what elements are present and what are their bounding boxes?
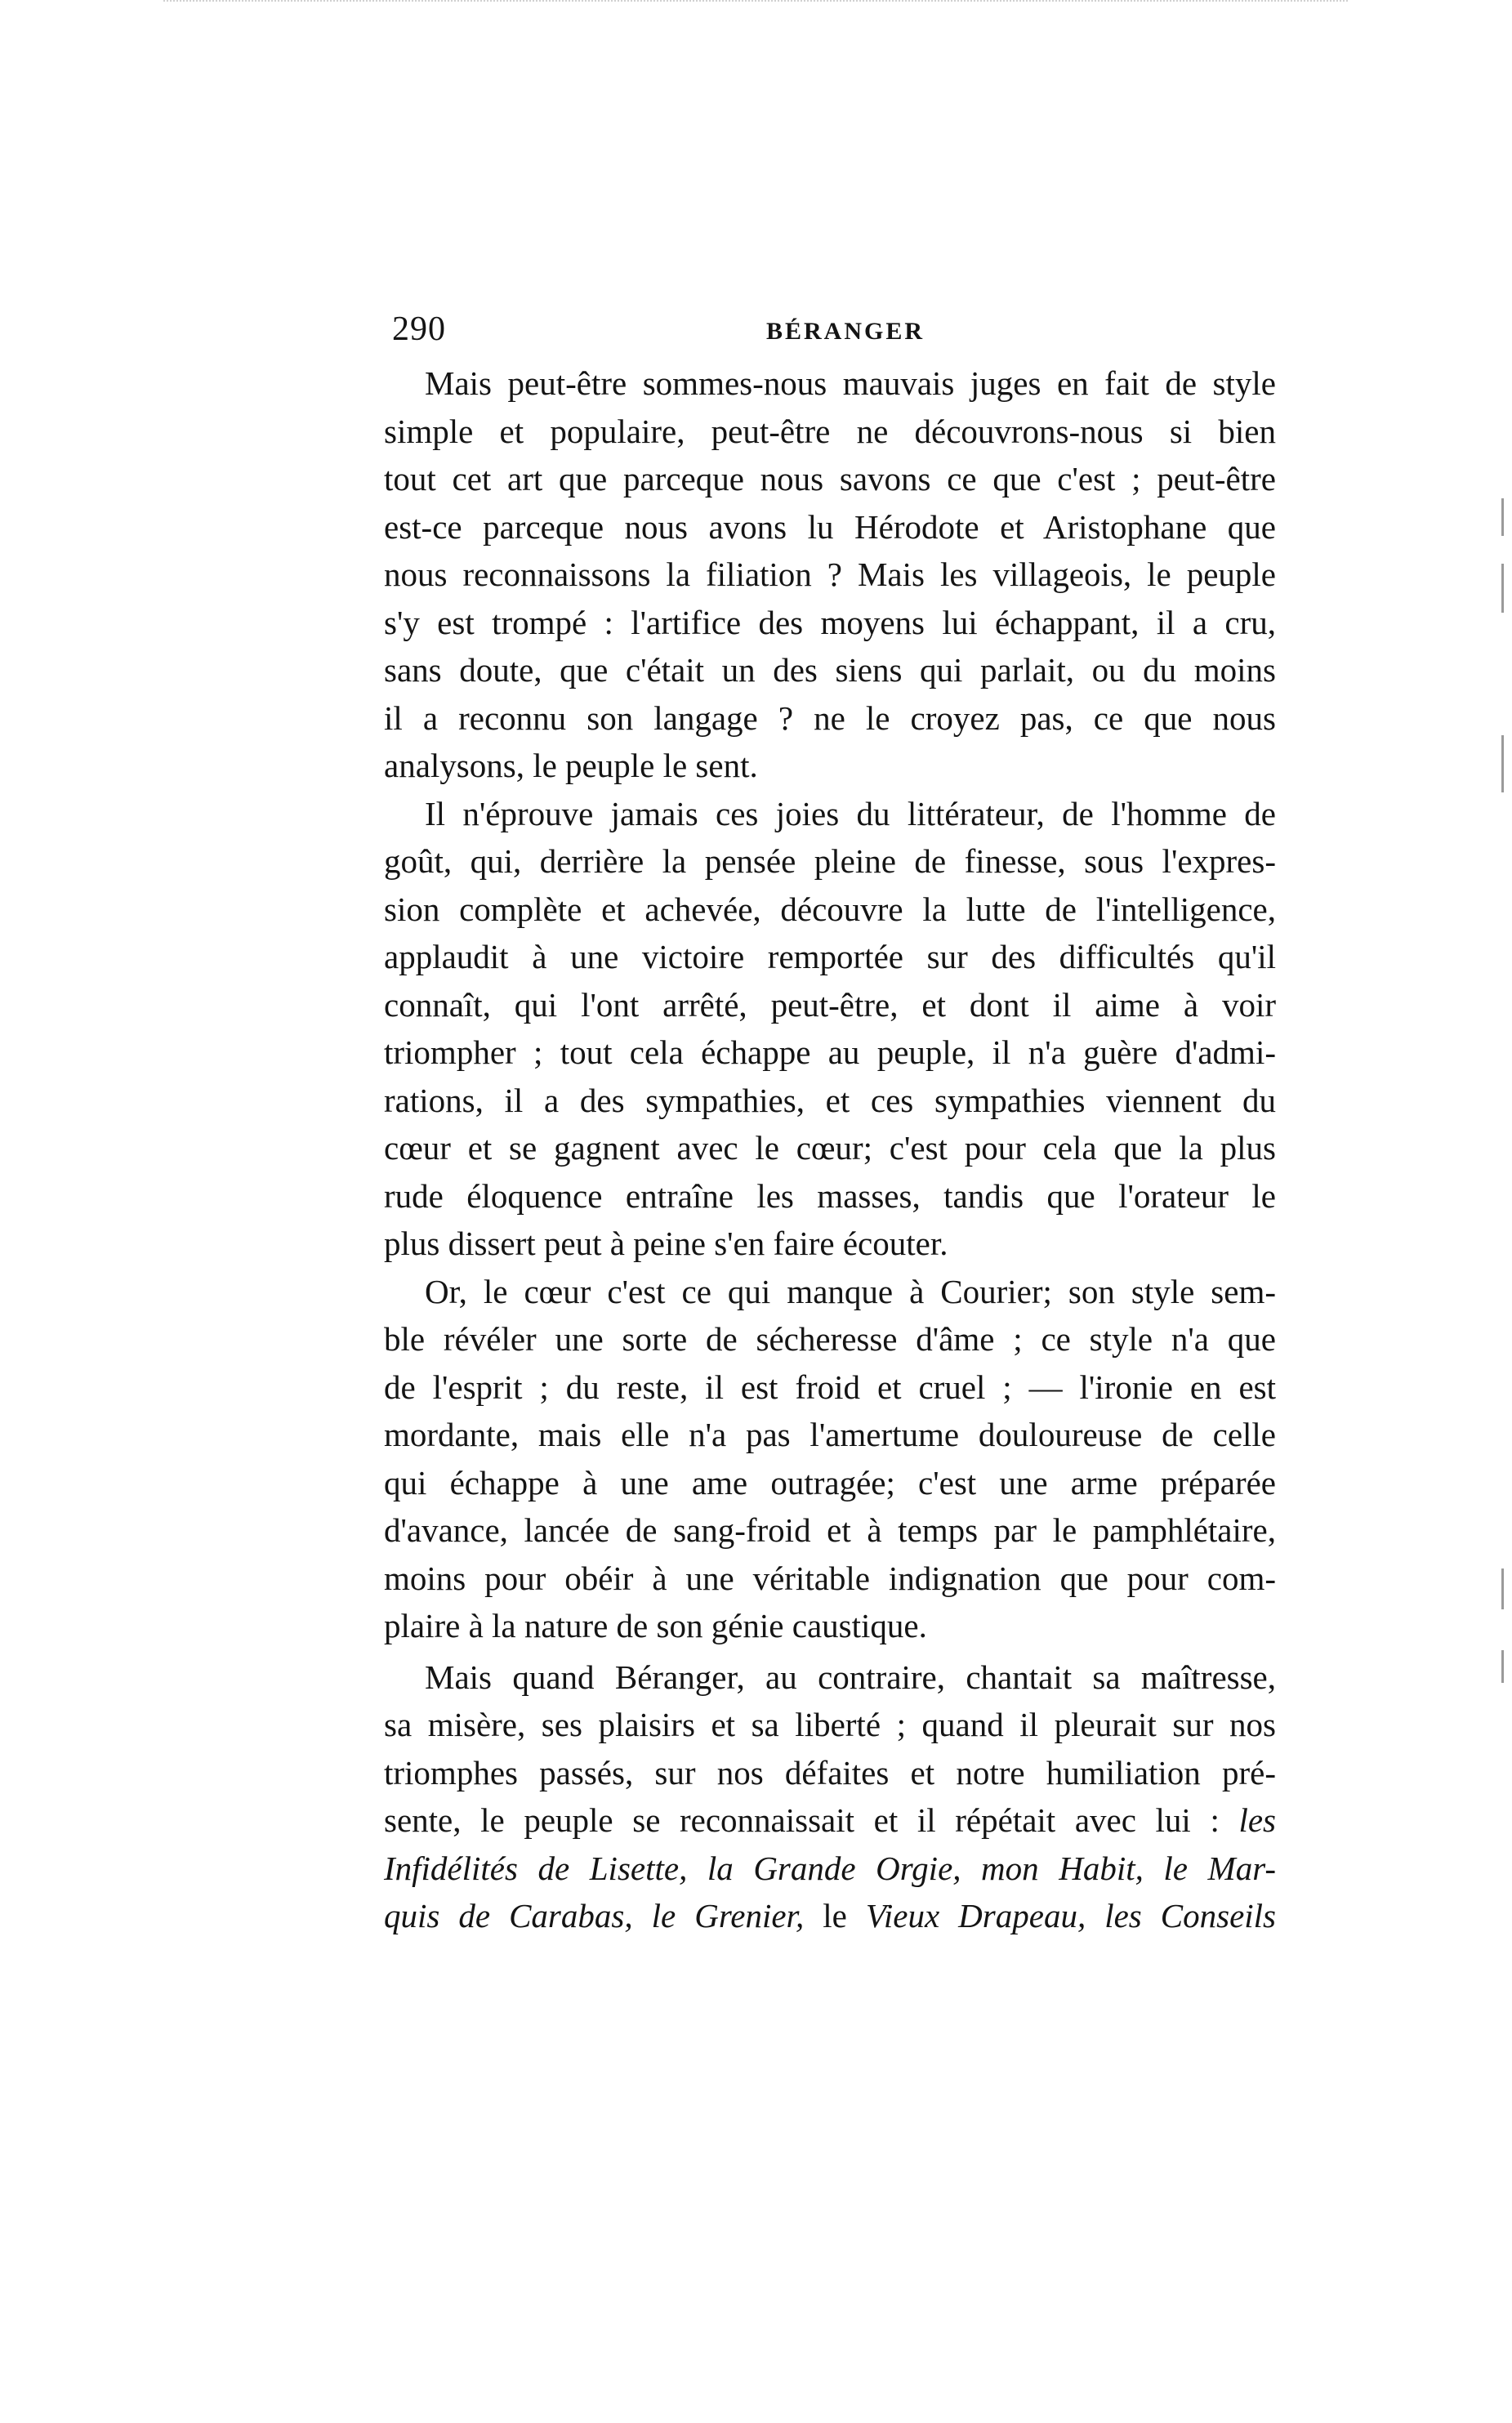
body-text <box>384 359 1276 1940</box>
text-line: Il n'éprouve jamais ces joies du littérateur, de l'homme de <box>425 794 1276 832</box>
scan-margin-mark <box>1501 564 1504 613</box>
text-line: de l'esprit ; du reste, il est froid et cruel ; — l'ironie en est <box>384 1368 1276 1406</box>
text-line: Mais peut-être sommes-nous mauvais juges en fait de style <box>425 364 1276 402</box>
text-line: plus dissert peut à peine s'en faire écouter. <box>384 1225 948 1262</box>
text-line: rations, il a des sympathies, et ces sympathies viennent du <box>384 1081 1276 1119</box>
page-header <box>382 309 1281 358</box>
paragraph-4 <box>384 1653 1276 1940</box>
text-line: simple et populaire, peut-être ne découvrons-nous si bien <box>384 412 1276 450</box>
text-line: qui échappe à une ame outragée; c'est une arme préparée <box>384 1463 1276 1502</box>
text-line: sans doute, que c'était un des siens qui parlait, ou du moins <box>384 651 1276 689</box>
paragraph-1 <box>384 359 1276 790</box>
scan-margin-mark <box>1501 498 1504 536</box>
text-line: sion complète et achevée, découvre la lutte de l'intelligence, <box>384 890 1276 928</box>
scan-margin-mark <box>1501 735 1504 792</box>
text-line: triompher ; tout cela échappe au peuple, il n'a guère d'admi- <box>384 1033 1276 1071</box>
italic-segment: quis de Carabas, le Grenier, <box>384 1897 805 1934</box>
text-line: ble révéler une sorte de sécheresse d'âme ; ce style n'a que <box>384 1320 1276 1358</box>
scan-edge-artifact <box>163 0 1348 4</box>
paragraph-3 <box>384 1268 1276 1650</box>
running-head: BÉRANGER <box>766 318 925 345</box>
text-line-mixed <box>384 1796 1276 1845</box>
text-line: nous reconnaissons la filiation ? Mais les villageois, le peuple <box>384 556 1276 593</box>
page-number: 290 <box>392 310 446 348</box>
text-line: tout cet art que parceque nous savons ce que c'est ; peut-être <box>384 460 1276 498</box>
paragraph-2 <box>384 790 1276 1268</box>
text-line: connaît, qui l'ont arrêté, peut-être, et dont il aime à voir <box>384 985 1276 1024</box>
text-line: sa misère, ses plaisirs et sa liberté ; quand il pleurait sur nos <box>384 1706 1276 1743</box>
italic-segment: les <box>1238 1801 1277 1839</box>
text-line: plaire à la nature de son génie caustique. <box>384 1607 927 1644</box>
text-line: est-ce parceque nous avons lu Hérodote et Aristophane que <box>384 507 1276 546</box>
text-segment: sente, le peuple se reconnaissait et il répétait avec lui : <box>384 1801 1220 1839</box>
text-line: rude éloquence entraîne les masses, tandis que l'orateur le <box>384 1176 1276 1215</box>
text-line: cœur et se gagnent avec le cœur; c'est pour cela que la plus <box>384 1129 1276 1167</box>
text-segment: le <box>823 1897 847 1934</box>
text-line: s'y est trompé : l'artifice des moyens lui échappant, il a cru, <box>384 603 1276 641</box>
text-line: d'avance, lancée de sang-froid et à temps par le pamphlétaire, <box>384 1511 1276 1549</box>
scan-margin-mark <box>1501 1650 1504 1683</box>
text-line: applaudit à une victoire remportée sur des difficultés qu'il <box>384 938 1276 975</box>
text-line-italic: Infidélités de Lisette, la Grande Orgie, mon Habit, le Mar- <box>384 1849 1276 1887</box>
text-line: il a reconnu son langage ? ne le croyez pas, ce que nous <box>384 698 1276 737</box>
text-line: mordante, mais elle n'a pas l'amertume douloureuse de celle <box>384 1416 1276 1453</box>
text-line: moins pour obéir à une véritable indignation que pour com- <box>384 1559 1276 1597</box>
text-line: analysons, le peuple le sent. <box>384 747 758 784</box>
text-line: Mais quand Béranger, au contraire, chantait sa maîtresse, <box>425 1658 1276 1696</box>
text-line-mixed <box>384 1892 1276 1940</box>
text-line: Or, le cœur c'est ce qui manque à Courier; son style sem- <box>425 1272 1276 1310</box>
italic-segment: Vieux Drapeau, les Conseils <box>865 1897 1277 1934</box>
text-line: triomphes passés, sur nos défaites et notre humiliation pré- <box>384 1753 1276 1792</box>
text-line: goût, qui, derrière la pensée pleine de finesse, sous l'expres- <box>384 842 1276 880</box>
scan-margin-mark <box>1501 1568 1504 1609</box>
